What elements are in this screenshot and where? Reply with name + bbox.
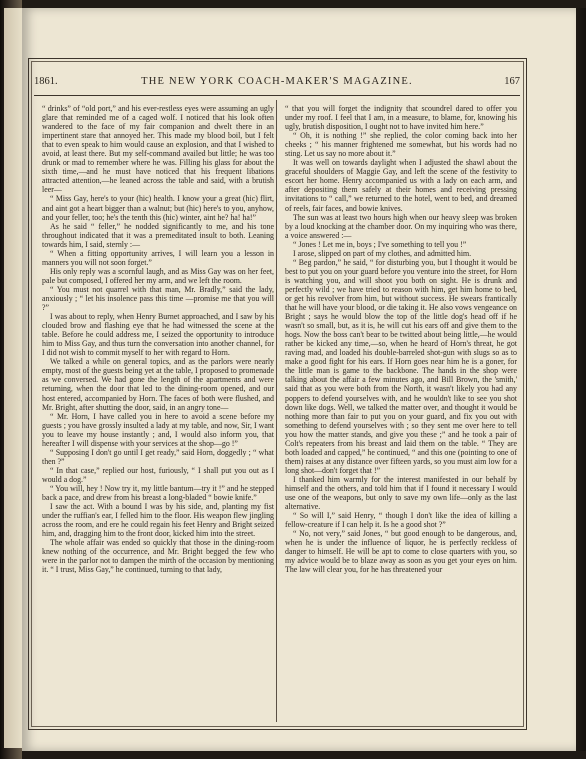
header-year: 1861.	[34, 76, 58, 87]
paragraph: I thanked him warmly for the interest manifested in our behalf by himself and the others, and told him that if I found it necessary I would use one of the weapons, but only to save my own life—only as the last alternative.	[285, 474, 517, 512]
paragraph: We talked a while on general topics, and as the parlors were nearly empty, most of the guests being yet at the table, I proposed to promenade as we conversed. We had gone the length of the apartments and were returning, when the door that led to the dining-room opened, and our host entered, accompanied by Horn. The faces of both were flushed, and Mr. Bright, after shutting the door, said, in an angry tone—	[42, 357, 274, 412]
paragraph: I saw the act. With a bound I was by his side, and, planting my fist under the ruffian's ear, I felled him to the floor. His weapon flew jingling across the room, and ere he could regain his feet Henry and Bright seized him, and, dragging him to the front door, kicked him into the street.	[42, 502, 274, 539]
paragraph: “ Miss Gay, here's to your (hic) health. I know your a great (hic) flirt, and aint got a heart bigger than a walnut; but (hic) here's to you, anyhow, and your feller, too; he's the tenth this (hic) winter, aint he? ha! ha!”	[42, 194, 274, 222]
paragraph: As he said “ feller,” he nodded significantly to me, and his tone throughout indicated that it was a premeditated insult to both. Leaning towards him, I said, sternly :—	[42, 221, 274, 249]
paragraph: “ Mr. Horn, I have called you in here to avoid a scene before my guests ; you have grossly insulted a lady at my table, and now, Sir, I want you to leave my house instantly ; and, I would also inform you, that hereafter I will dispense with your services at the shop—go !”	[42, 411, 274, 448]
paragraph: “ Supposing I don't go until I get ready,” said Horn, doggedly ; “ what then ?”	[42, 447, 274, 466]
paragraph: “ You will, hey ! Now try it, my little bantum—try it !” and he stepped back a pace, and drew from his breast a long-bladed “ bowie knife.”	[42, 483, 274, 503]
paragraph: “ Beg pardon,” he said, “ for disturbing you, but I thought it would be best to put you on your guard before you venture into the street, for Horn is watching you, and will shoot you both on sight. He is drunk and perfectly wild ; we have tried to reason with him, get him home to bed, or get his revolver from him, but without success. He swears frantically that he will have your blood, or die taking it. He also vows vengeance on Bright ; says he would blow the top of the little dog's head off if he wasn't so small, but, as it is, he will cut his ears off and give them to the hogs. Now the boss can't bear to be twitted about being little,—he would rather be kicked any time,—so, when he heard of Horn's threat, he got raving mad, and loaded his double-barreled shot-gun with slugs so as to make a good fight for his ears. If Horn goes near him he is a goner, for the little man is game to the backbone. The hands in the shop were talking about the affair a few minutes ago, and Bill Brown, the 'smith,' said that as you were both from the North, it wasn't likely you had any poppers to defend yourselves with, and he wouldn't like to see you shot down like dogs. Well, we talked the matter over, and thought it would be nothing more than fair to put you on your guard, and fix you out with something to defend yourselves with ; so they sent me over here to tell you how the matter stands, and give you these ;” and he took a pair of Colt's repeaters from his breast and laid them on the table. “ They are both loaded and capped,” he continued, “ and this one (pointing to one of them) raises at any distance over fifteen yards, so you must aim low for a long shot—don't forget that !”	[285, 257, 517, 475]
page-number: 167	[504, 76, 520, 87]
paragraph: “ When a fitting opportunity arrives, I will learn you a lesson in manners you will not soon forget.”	[42, 248, 274, 267]
paragraph: “ So will I,” said Henry, “ though I don't like the idea of killing a fellow-creature if I can help it. Is he a good shot ?”	[285, 511, 517, 530]
paragraph: I was about to reply, when Henry Burnet approached, and I saw by his clouded brow and flashing eye that he had witnessed the scene at the table. Before he could address me, I seized the opportunity to introduce him to Miss Gay, and thus turn the conversation into another channel, for I did not wish to commit myself to her with regard to Horn.	[42, 312, 274, 358]
paragraph: His only reply was a scornful laugh, and as Miss Gay was on her feet, pale but composed, I offered her my arm, and we left the room.	[42, 266, 274, 285]
facing-page-edge	[4, 8, 22, 748]
paragraph: “ that you will forget the indignity that scoundrel dared to offer you under my roof. I feel that I am, in a measure, to blame, for, knowing his ugly, brutish disposition, I ought not to have invited him here.”	[285, 104, 517, 132]
column-divider	[276, 100, 277, 722]
paragraph: “ In that case,” replied our host, furiously, “ I shall put you out as I would a dog.”	[42, 465, 274, 484]
right-text-column	[285, 104, 517, 724]
paragraph: “ You must not quarrel with that man, Mr. Bradly,” said the lady, anxiously ; “ let his insolence pass this time —promise me that you will ?”	[42, 284, 274, 313]
paragraph: The whole affair was ended so quickly that those in the dining-room knew nothing of the occurrence, and Mr. Bright begged the few who were in the parlor not to dampen the mirth of the occasion by mentioning it. “ I trust, Miss Gay,” he continued, turning to that lady,	[42, 538, 274, 575]
page-edge-shadow	[576, 8, 586, 751]
paragraph: “ No, not very,” said Jones, “ but good enough to be dangerous, and, when he is under the influence of liquor, he is perfectly reckless of danger to himself. He will be apt to come to close quarters with you, so my advice would be to blaze away as soon as you get your eyes on him. The law will clear you, for he has threatened your	[285, 529, 517, 575]
left-text-column	[42, 104, 274, 724]
paragraph: “ Oh, it is nothing !” she replied, the color coming back into her cheeks ; “ his manner frightened me somewhat, but his words had no sting. Let us say no more about it.”	[285, 131, 517, 159]
magazine-title: THE NEW YORK COACH-MAKER'S MAGAZINE.	[141, 76, 413, 87]
running-header	[34, 76, 520, 92]
paragraph: “ Jones ! Let me in, boys ; I've something to tell you !”	[293, 239, 467, 249]
paragraph: I arose, slipped on part of my clothes, and admitted him.	[293, 248, 472, 258]
paragraph: The sun was at least two hours high when our heavy sleep was broken by a loud knocking at the chamber door. On my inquiring who was there, a voice answered :—	[285, 212, 517, 240]
paragraph: “ drinks” of “old port,” and his ever-restless eyes were assuming an ugly glare that reminded me of a caged wolf. I noticed that his look often wandered to the face of my fair companion and dwelt there in an impertinent stare that annoyed her. This made my blood boil, but I felt that to even speak to him would cause an explosion, and that I wished to avoid, at least there. But my self-command availed but little; he was too drunk or mad to remember where he was. Filling his glass for about the sixth time,—and he must have noticed that his frequent libations attracted attention,—he leaned across the table and said, with a brutish leer—	[42, 104, 274, 195]
header-rule	[34, 95, 520, 96]
paragraph: It was well on towards daylight when I adjusted the shawl about the graceful shoulders of Maggie Gay, and left the scene of the festivity to escort her home. Henry accompanied us with a lady on each arm, and after depositing them safely at their homes and receiving pressing invitations to “ call,” we returned to the hotel, went to bed, and dreamed of reels, fair faces, and bowie knives.	[285, 158, 517, 213]
